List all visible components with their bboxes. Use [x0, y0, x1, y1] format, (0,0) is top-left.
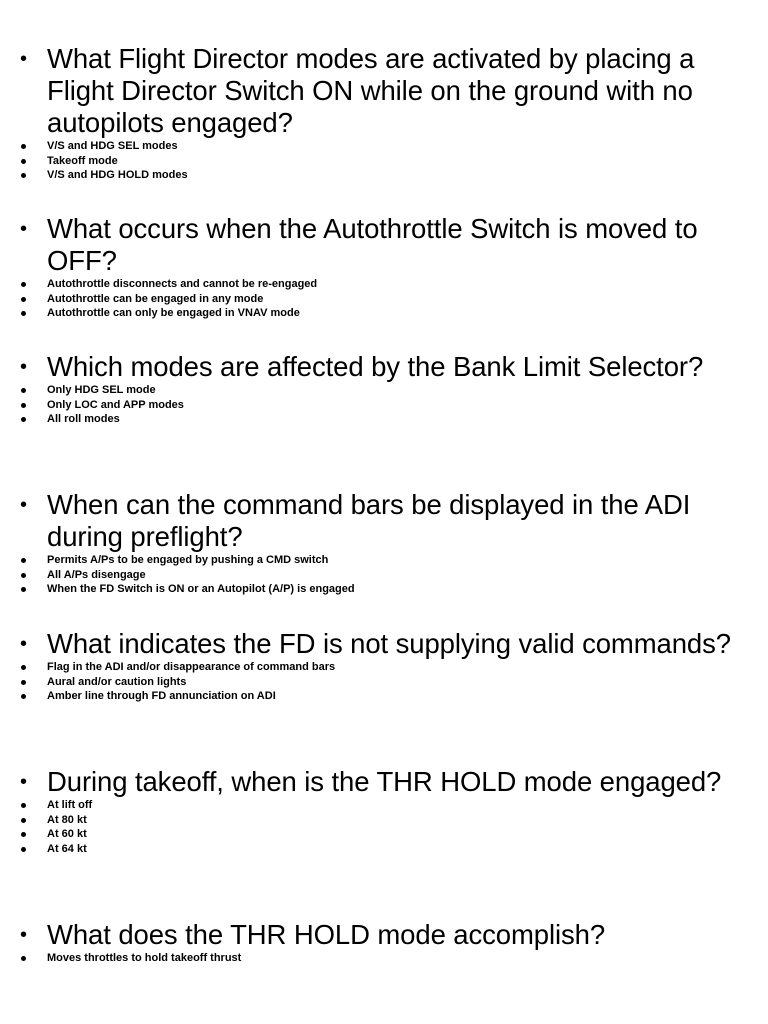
- bullet-icon: [21, 388, 26, 393]
- answer-item: [0, 553, 768, 568]
- bullet-icon: [21, 956, 26, 961]
- answer-item: [0, 168, 768, 183]
- bullet-icon: [21, 297, 26, 302]
- bullet-icon: [21, 311, 26, 316]
- answer-item: [0, 292, 768, 307]
- answer-text: All roll modes: [47, 413, 120, 426]
- question-block: [0, 766, 768, 857]
- question-block: [0, 489, 768, 597]
- question-block: [0, 213, 768, 321]
- answer-list: [0, 798, 768, 857]
- answer-item: [0, 842, 768, 857]
- answer-list: [0, 383, 768, 427]
- answer-item: [0, 813, 768, 828]
- answer-text: Autothrottle can be engaged in any mode: [47, 292, 264, 305]
- answer-text: Takeoff mode: [47, 154, 118, 167]
- bullet-icon: •: [20, 218, 27, 240]
- question-item: [0, 489, 768, 553]
- answer-text: Autothrottle disconnects and cannot be re-engaged: [47, 278, 318, 290]
- question-block: [0, 919, 768, 966]
- answer-item: [0, 398, 768, 413]
- answer-item: [0, 306, 768, 321]
- answer-text: At lift off: [47, 799, 93, 811]
- bullet-icon: •: [20, 924, 27, 946]
- answer-item: [0, 827, 768, 842]
- bullet-icon: [21, 173, 26, 178]
- answer-list: [0, 951, 768, 966]
- question-text: What occurs when the Autothrottle Switch is moved to OFF?: [47, 213, 698, 276]
- answer-text: Flag in the ADI and/or disappearance of command bars: [47, 661, 336, 673]
- question-item: [0, 213, 768, 277]
- question-item: [0, 351, 768, 383]
- answer-text: At 80 kt: [47, 813, 87, 826]
- answer-text: When the FD Switch is ON or an Autopilot (A/P) is engaged: [47, 583, 355, 596]
- answer-item: [0, 154, 768, 169]
- answer-list: [0, 660, 768, 704]
- question-text: What Flight Director modes are activated by placing a Flight Director Switch ON while on the ground with no autopilots engaged?: [47, 43, 695, 138]
- answer-item: [0, 689, 768, 704]
- answer-text: Autothrottle can only be engaged in VNAV mode: [47, 307, 300, 320]
- answer-item: [0, 660, 768, 675]
- answer-item: [0, 582, 768, 597]
- bullet-icon: •: [20, 633, 27, 655]
- question-item: [0, 43, 768, 139]
- answer-text: Permits A/Ps to be engaged by pushing a CMD switch: [47, 554, 329, 566]
- bullet-icon: [21, 417, 26, 422]
- answer-item: [0, 383, 768, 398]
- question-text: Which modes are affected by the Bank Limit Selector?: [47, 351, 704, 382]
- answer-item: [0, 951, 768, 966]
- answer-item: [0, 568, 768, 583]
- question-item: [0, 919, 768, 951]
- question-text: What indicates the FD is not supplying valid commands?: [47, 628, 731, 659]
- bullet-icon: [21, 282, 26, 287]
- bullet-icon: [21, 803, 26, 808]
- bullet-icon: •: [20, 356, 27, 378]
- question-item: [0, 628, 768, 660]
- answer-text: V/S and HDG SEL modes: [47, 140, 178, 152]
- bullet-icon: [21, 847, 26, 852]
- bullet-icon: [21, 144, 26, 149]
- bullet-icon: [21, 403, 26, 408]
- bullet-icon: [21, 694, 26, 699]
- bullet-icon: [21, 665, 26, 670]
- answer-text: Aural and/or caution lights: [47, 675, 187, 688]
- answer-text: At 64 kt: [47, 843, 87, 856]
- bullet-icon: [21, 573, 26, 578]
- answer-text: Only LOC and APP modes: [47, 398, 184, 411]
- question-text: What does the THR HOLD mode accomplish?: [47, 919, 606, 950]
- answer-item: [0, 675, 768, 690]
- bullet-icon: [21, 558, 26, 563]
- answer-list: [0, 277, 768, 321]
- bullet-icon: •: [20, 494, 27, 516]
- answer-item: [0, 798, 768, 813]
- question-block: [0, 628, 768, 704]
- bullet-icon: [21, 159, 26, 164]
- answer-text: All A/Ps disengage: [47, 568, 146, 581]
- answer-item: [0, 277, 768, 292]
- answer-text: Moves throttles to hold takeoff thrust: [47, 952, 242, 964]
- bullet-icon: [21, 680, 26, 685]
- bullet-icon: •: [20, 771, 27, 793]
- answer-list: [0, 139, 768, 183]
- bullet-icon: [21, 818, 26, 823]
- answer-text: Only HDG SEL mode: [47, 384, 156, 396]
- answer-text: V/S and HDG HOLD modes: [47, 169, 188, 182]
- answer-item: [0, 412, 768, 427]
- question-item: [0, 766, 768, 798]
- question-block: [0, 43, 768, 183]
- question-text: During takeoff, when is the THR HOLD mode engaged?: [47, 766, 722, 797]
- bullet-icon: [21, 832, 26, 837]
- answer-text: At 60 kt: [47, 828, 87, 841]
- question-block: [0, 351, 768, 427]
- answer-list: [0, 553, 768, 597]
- answer-item: [0, 139, 768, 154]
- answer-text: Amber line through FD annunciation on ADI: [47, 690, 276, 703]
- question-text: When can the command bars be displayed in the ADI during preflight?: [47, 489, 691, 552]
- bullet-icon: [21, 587, 26, 592]
- bullet-icon: •: [20, 48, 27, 70]
